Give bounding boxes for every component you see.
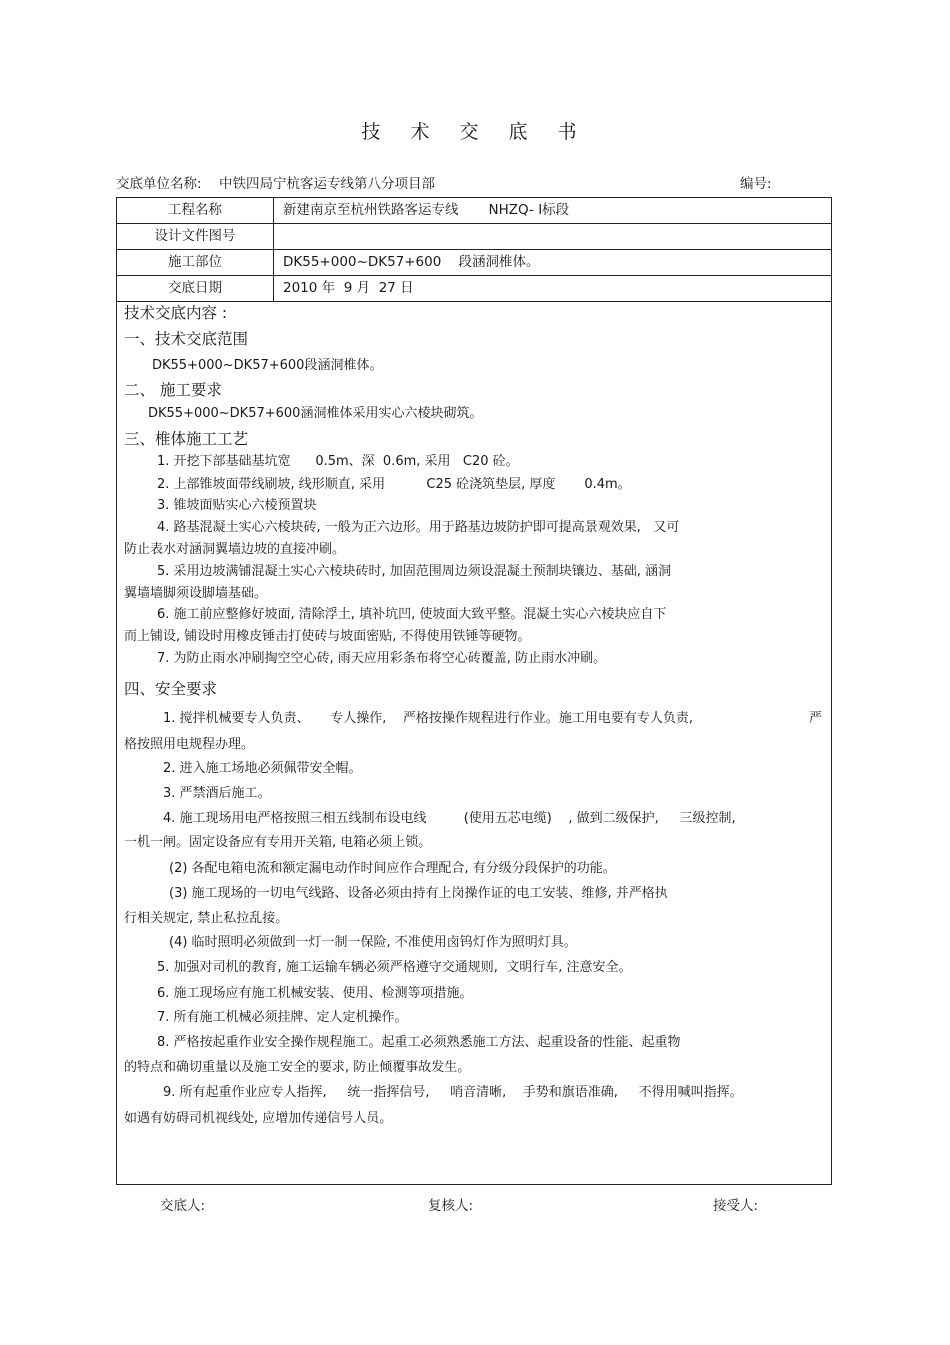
info-label: 交底日期	[117, 276, 274, 301]
info-value: 新建南京至杭州铁路客运专线 NHZQ- Ⅰ标段	[283, 202, 570, 218]
list-line: 7. 所有施工机械必须挂牌、定人定机操作。	[157, 1010, 408, 1025]
info-row-construction-part	[117, 250, 831, 276]
unit-label: 交底单位名称:	[116, 176, 202, 192]
list-line: 翼墙墙脚须设脚墙基础。	[124, 586, 268, 601]
list-line: 1. 开挖下部基础基坑宽 0.5m、深 0.6m, 采用 C20 砼。	[157, 454, 519, 469]
list-line: 4. 施工现场用电严格按照三相五线制布设电线 (使用五芯电缆) , 做到二级保护, 三级控制,	[163, 811, 736, 826]
content-intro: 技术交底内容 :	[124, 304, 228, 322]
reviewer-label: 复核人:	[428, 1198, 474, 1214]
list-line: 2. 进入施工场地必须佩带安全帽。	[163, 761, 362, 776]
section-text: DK55+000~DK57+600涵洞椎体采用实心六棱块砌筑。	[148, 406, 483, 421]
list-line: 6. 施工前应整修好坡面, 清除浮土, 填补坑凹, 使坡面大致平整。混凝土实心六棱块应自下	[157, 607, 667, 622]
list-line: 防止表水对涵洞翼墙边坡的直接冲刷。	[124, 542, 346, 557]
document-title: 技 术 交 底 书	[361, 121, 589, 143]
section-heading: 一、技术交底范围	[124, 330, 249, 348]
info-label: 工程名称	[117, 198, 274, 223]
list-line: 5. 采用边坡满铺混凝土实心六棱块砖时, 加固范围周边须设混凝土预制块镶边、基础, 涵洞	[157, 564, 672, 579]
section-heading: 三、椎体施工工艺	[124, 430, 249, 448]
number-label: 编号:	[740, 176, 772, 192]
list-line: 一机一闸。固定设备应有专用开关箱, 电箱必须上锁。	[124, 835, 432, 850]
list-line: 8. 严格按起重作业安全操作规程施工。起重工必须熟悉施工方法、起重设备的性能、起重物	[157, 1035, 681, 1050]
info-label: 施工部位	[117, 250, 274, 275]
list-line: (2) 各配电箱电流和额定漏电动作时间应作合理配合, 有分级分段保护的功能。	[169, 861, 616, 876]
list-line: 格按照用电规程办理。	[124, 737, 255, 752]
list-line: (3) 施工现场的一切电气线路、设备必须由持有上岗操作证的电工安装、维修, 并严格执	[169, 886, 668, 901]
info-label: 设计文件图号	[117, 224, 274, 249]
list-line: 9. 所有起重作业应专人指挥, 统一指挥信号, 哨音清晰, 手势和旗语准确, 不得用喊叫指挥。	[163, 1085, 743, 1100]
section-heading: 二、 施工要求	[124, 381, 222, 399]
list-line: 5. 加强对司机的教育, 施工运输车辆必须严格遵守交通规则, 文明行车, 注意安全。	[157, 960, 632, 975]
presenter-label: 交底人:	[160, 1198, 206, 1214]
list-line: 1. 搅拌机械要专人负责、 专人操作, 严格按操作规程进行作业。施工用电要有专人负责,	[163, 711, 693, 726]
receiver-label: 接受人:	[713, 1198, 759, 1214]
info-value: DK55+000~DK57+600 段涵洞椎体。	[283, 254, 540, 270]
section-heading: 四、安全要求	[124, 680, 218, 698]
list-line: 严	[809, 711, 823, 726]
list-line: 而上铺设, 铺设时用橡皮锤击打使砖与坡面密贴, 不得使用铁锤等硬物。	[124, 629, 531, 644]
list-line: 的特点和确切重量以及施工安全的要求, 防止倾覆事故发生。	[124, 1060, 471, 1075]
list-line: 2. 上部锥坡面带线刷坡, 线形顺直, 采用 C25 砼浇筑垫层, 厚度 0.4m。	[157, 477, 631, 492]
list-line: 3. 严禁酒后施工。	[163, 786, 271, 801]
info-row-design-drawing	[117, 224, 831, 250]
info-value: 2010 年 9 月 27 日	[283, 280, 414, 296]
list-line: 3. 锥坡面贴实心六棱预置块	[157, 498, 317, 513]
section-text: DK55+000~DK57+600段涵洞椎体。	[152, 358, 383, 373]
unit-value: 中铁四局宁杭客运专线第八分项目部	[219, 176, 435, 192]
list-line: 如遇有妨碍司机视线处, 应增加传递信号人员。	[124, 1111, 393, 1126]
info-row-project-name	[117, 198, 831, 224]
disclosure-form-table	[116, 197, 832, 1185]
list-line: 4. 路基混凝土实心六棱块砖, 一般为正六边形。用于路基边坡防护即可提高景观效果, 又可	[157, 520, 680, 535]
list-line: 6. 施工现场应有施工机械安装、使用、检测等项措施。	[157, 986, 473, 1001]
list-line: 行相关规定, 禁止私拉乱接。	[124, 911, 289, 926]
list-line: (4) 临时照明必须做到一灯一制一保险, 不准使用卤钨灯作为照明灯具。	[169, 935, 577, 950]
list-line: 7. 为防止雨水冲刷掏空空心砖, 雨天应用彩条布将空心砖覆盖, 防止雨水冲刷。	[157, 651, 607, 666]
info-row-date	[117, 276, 831, 302]
